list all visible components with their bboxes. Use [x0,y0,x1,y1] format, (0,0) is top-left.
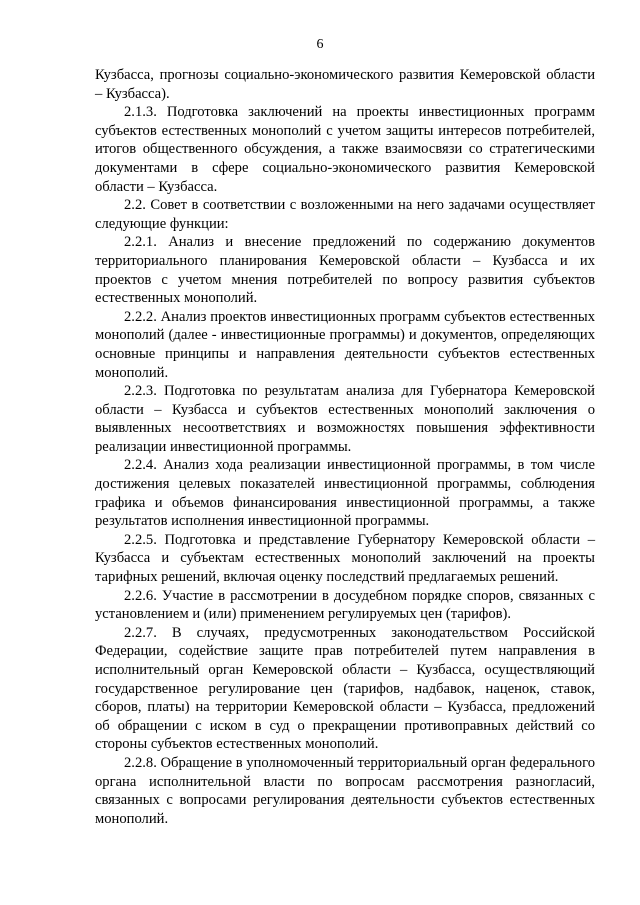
paragraph-2-2-1: 2.2.1. Анализ и внесение предложений по содержанию документов территориального планирования Кемеровской области – Кузбасса и их проектов с учетом мнения потребителей по вопросу развития субъектов естественных монополий. [95,234,595,307]
paragraph-2-2-4: 2.2.4. Анализ хода реализации инвестиционной программы, в том числе достижения целевых показателей инвестиционной программы, соблюдения графика и объемов финансирования инвестиционной программы, а также результатов исполнения инвестиционной программы. [95,457,595,530]
paragraph-2-2-5: 2.2.5. Подготовка и представление Губернатору Кемеровской области – Кузбасса и субъектам естественных монополий заключений на проекты тарифных решений, включая оценку последствий предлагаемых решений. [95,531,595,586]
paragraph-2-2-2: 2.2.2. Анализ проектов инвестиционных программ субъектов естественных монополий (далее - инвестиционные программы) и документов, определяющих основные принципы и направления деятельности субъектов естественных монополий. [95,308,595,381]
paragraph-2-2-3: 2.2.3. Подготовка по результатам анализа для Губернатора Кемеровской области – Кузбасса и субъектов естественных монополий заключения о выявленных несоответствиях и возможностях повышения эффективности реализации инвестиционной программы. [95,383,595,455]
paragraph-2-2-8: 2.2.8. Обращение в уполномоченный территориальный орган федерального органа исполнительной власти по вопросам рассмотрения разногласий, связанных с вопросами регулирования деятельности субъектов естественных монополий. [95,754,595,827]
paragraph-continuation: Кузбасса, прогнозы социально-экономического развития Кемеровской области – Кузбасса). [95,67,595,102]
paragraph-2-2-7: 2.2.7. В случаях, предусмотренных законодательством Российской Федерации, содействие защите прав потребителей путем направления в исполнительный орган Кемеровской области – Кузбасса, осуществляющий государственное регулирование цен (тарифов, надбавок, наценок, ставок, сборов, платы) на территории Кемеровской области – Кузбасса, предложений об обращении с иском в суд о прекращении противоправных действий со стороны субъектов естественных монополий. [95,624,595,753]
paragraph-2-2-6: 2.2.6. Участие в рассмотрении в досудебном порядке споров, связанных с установлением и (или) применением регулируемых цен (тарифов). [95,587,595,623]
paragraph-2-2: 2.2. Совет в соответствии с возложенными на него задачами осуществляет следующие функции: [95,197,595,232]
page-number: 6 [316,37,324,52]
paragraph-2-1-3: 2.1.3. Подготовка заключений на проекты инвестиционных программ субъектов естественных монополий с учетом защиты интересов потребителей, итогов общественного обсуждения, а также взаимосвязи со стратегическими документами в сфере социально-экономического развития Кемеровской области – Кузбасса. [95,104,595,195]
document-body [95,66,595,828]
